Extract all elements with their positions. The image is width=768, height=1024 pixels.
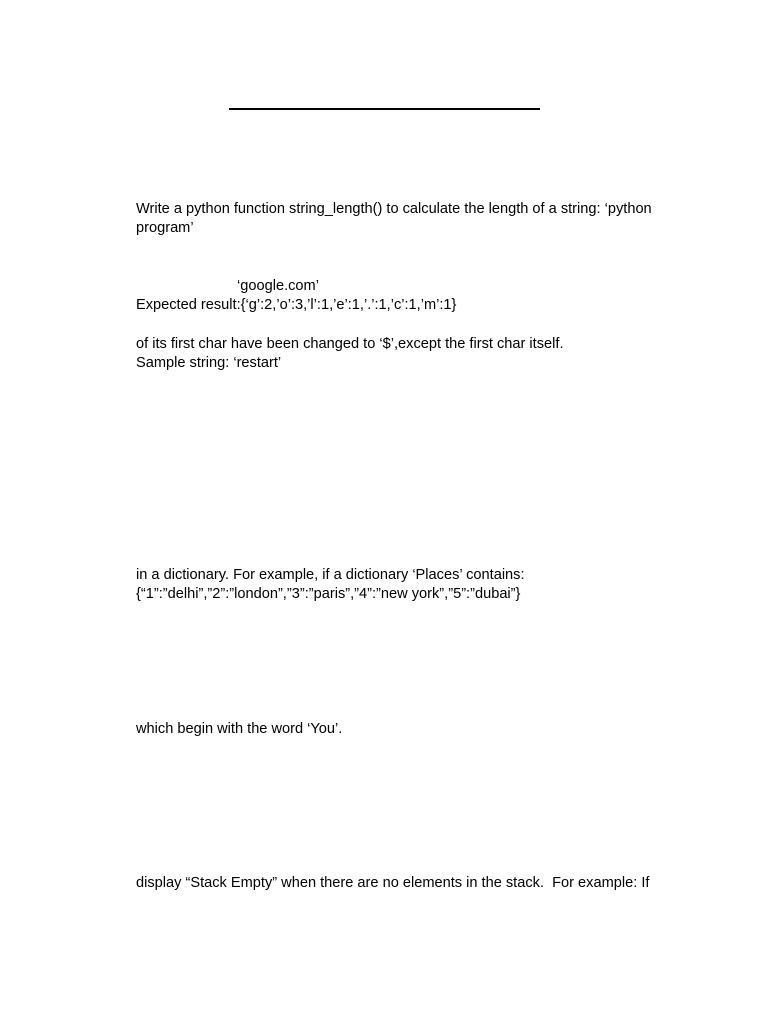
question-string-length-line-2: program’ [136, 220, 194, 236]
dictionary-example-line: {“1”:”delhi”,”2”:”london”,”3”:”paris”,”4”:”new york”,”5”:”dubai”} [136, 586, 521, 602]
sample-string-restart: Sample string: ‘restart’ [136, 355, 282, 371]
header-rule [229, 108, 540, 110]
question-dictionary-line: in a dictionary. For example, if a dictionary ‘Places’ contains: [136, 567, 525, 583]
question-lines-begin-you: which begin with the word ‘You’. [136, 721, 343, 737]
expected-result-line: Expected result:{‘g’:2,’o’:3,’l’:1,’e’:1,’.’:1,’c’:1,’m’:1} [136, 297, 457, 313]
sample-string-google: ‘google.com’ [237, 278, 319, 294]
question-stack-line: display “Stack Empty” when there are no elements in the stack. For example: If [136, 875, 650, 891]
question-string-length-line-1: Write a python function string_length() to calculate the length of a string: ‘python [136, 201, 652, 217]
question-replace-char-line: of its first char have been changed to ‘$’,except the first char itself. [136, 336, 564, 352]
